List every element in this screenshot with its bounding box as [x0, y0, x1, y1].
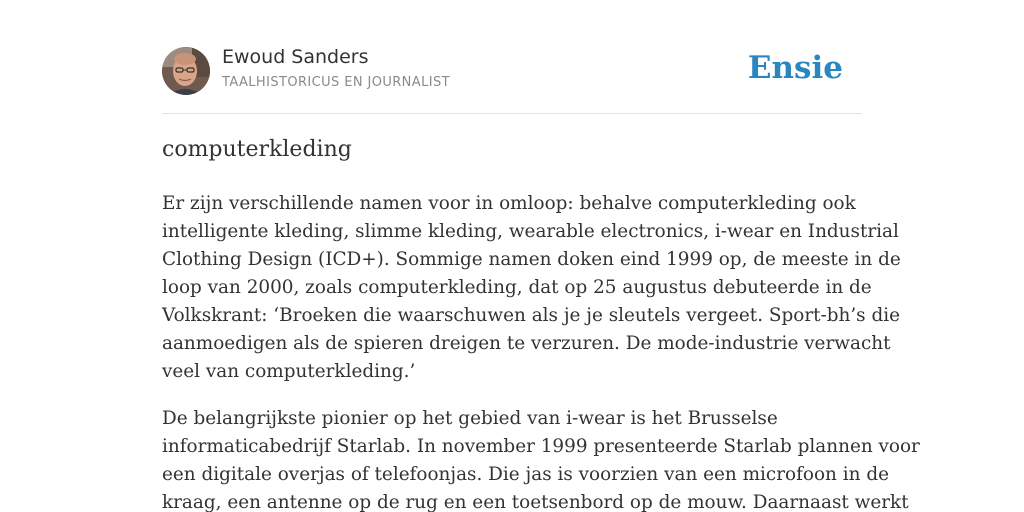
article-body	[162, 190, 920, 512]
author-avatar[interactable]	[162, 47, 210, 95]
header-divider	[162, 113, 862, 114]
text-line: informaticabedrijf Starlab. In november 1999 presenteerde Starlab plannen voor	[162, 436, 920, 457]
text-line: Volkskrant: ‘Broeken die waarschuwen als je je sleutels vergeet. Sport-bh’s die	[162, 305, 901, 326]
paragraph	[162, 190, 901, 386]
text-line: Er zijn verschillende namen voor in omloop: behalve computerkleding ook	[162, 193, 856, 214]
text-line: een digitale overjas of telefoonjas. Die jas is voorzien van een microfoon in de	[162, 464, 889, 485]
text-line: veel van computerkleding.’	[162, 361, 416, 382]
author-header	[162, 46, 862, 96]
text-line: kraag, een antenne op de rug en een toetsenbord op de mouw. Daarnaast werkt	[162, 492, 909, 512]
author-name[interactable]: Ewoud Sanders	[222, 46, 369, 68]
text-line: loop van 2000, zoals computerkleding, dat op 25 augustus debuteerde in de	[162, 277, 872, 298]
text-line: aanmoedigen als de spieren dreigen te verzuren. De mode-industrie verwacht	[162, 333, 891, 354]
text-line: intelligente kleding, slimme kleding, wearable electronics, i-wear en Industrial	[162, 221, 899, 242]
author-role: TAALHISTORICUS EN JOURNALIST	[222, 75, 450, 90]
avatar-photo-icon	[162, 47, 210, 95]
brand-logo[interactable]: Ensie	[747, 50, 843, 86]
text-line: Clothing Design (ICD+). Sommige namen doken eind 1999 op, de meeste in de	[162, 249, 901, 270]
text-line: De belangrijkste pionier op het gebied van i-wear is het Brusselse	[162, 408, 778, 429]
page-title: computerkleding	[162, 137, 352, 162]
paragraph	[162, 405, 920, 512]
